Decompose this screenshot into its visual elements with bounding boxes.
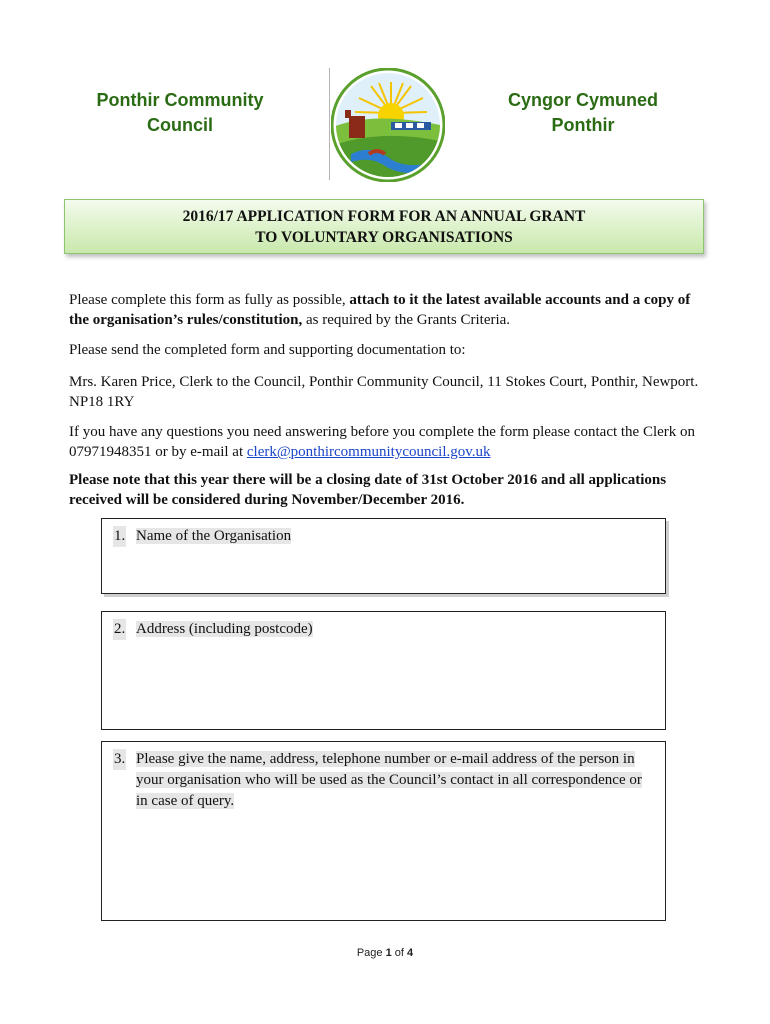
contact-paragraph bbox=[69, 422, 709, 462]
council-name-welsh: Cyngor Cymuned Ponthir bbox=[507, 90, 658, 135]
header-divider bbox=[329, 68, 330, 180]
question-label: Address (including postcode) bbox=[136, 621, 313, 637]
council-name-english: Ponthir Community Council bbox=[96, 90, 264, 135]
question-number: 3. bbox=[113, 749, 126, 770]
form-title-line2: TO VOLUNTARY ORGANISATIONS bbox=[255, 229, 513, 246]
clerk-email-link[interactable]: clerk@ponthircommunitycouncil.gov.uk bbox=[246, 444, 491, 460]
form-title-line1: 2016/17 APPLICATION FORM FOR AN ANNUAL GRANT bbox=[182, 208, 586, 225]
instructions-bold: attach to it the latest available accounts and a copy of the organisation’s rules/constitution, bbox=[69, 292, 691, 328]
send-instructions: Please send the completed form and supporting documentation to: bbox=[69, 342, 466, 358]
contact-text: If you have any questions you need answering before you complete the form please contact the Clerk on 07971948351 or by e-mail at bbox=[69, 424, 696, 460]
organisation-name-field[interactable] bbox=[101, 518, 666, 594]
instructions-start: Please complete this form as fully as possible, bbox=[69, 292, 350, 308]
address-field[interactable] bbox=[101, 611, 666, 730]
council-crest-icon bbox=[331, 68, 445, 182]
question-label: Name of the Organisation bbox=[136, 528, 292, 544]
instructions-paragraph bbox=[69, 290, 709, 330]
question-label: Please give the name, address, telephone number or e-mail address of the person in your organisation who will be used as the Council’s contact in all correspondence or in case of query. bbox=[136, 751, 642, 809]
question-number: 2. bbox=[113, 619, 126, 640]
form-title bbox=[64, 199, 704, 254]
page-number: Page 1 of 4 bbox=[356, 947, 414, 959]
clerk-address: Mrs. Karen Price, Clerk to the Council, Ponthir Community Council, 11 Stokes Court, Ponthir, Newport. NP18 1RY bbox=[69, 374, 699, 410]
closing-date-notice: Please note that this year there will be a closing date of 31st October 2016 and all applications received will be considered during November/December 2016. bbox=[69, 472, 667, 508]
contact-person-field[interactable] bbox=[101, 741, 666, 921]
question-number: 1. bbox=[113, 526, 126, 547]
instructions-end: as required by the Grants Criteria. bbox=[302, 312, 511, 328]
